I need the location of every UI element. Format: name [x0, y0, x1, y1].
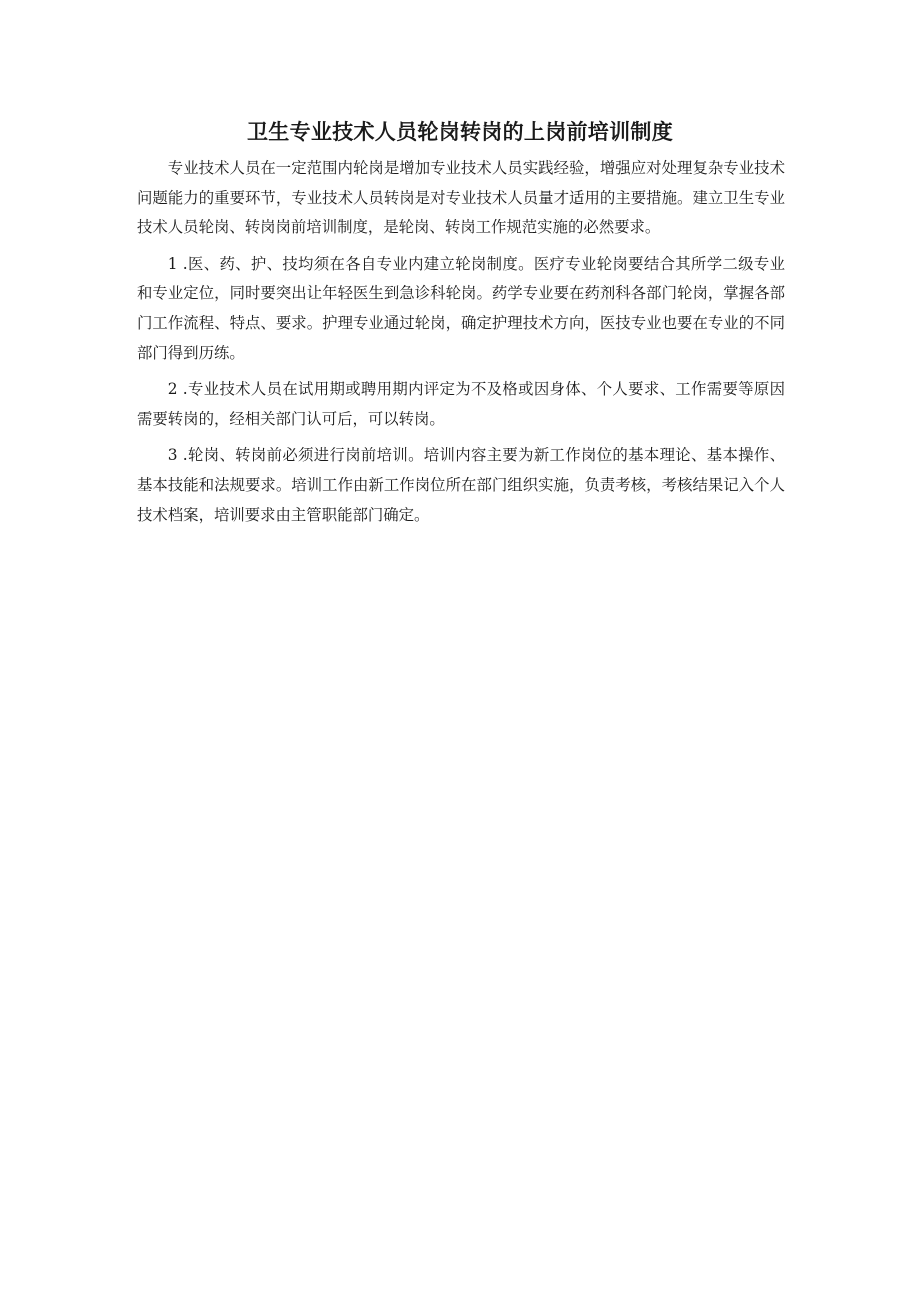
paragraph-item-2: 2 .专业技术人员在试用期或聘用期内评定为不及格或因身体、个人要求、工作需要等原因需要转岗的，经相关部门认可后，可以转岗。	[137, 380, 785, 428]
document-body	[137, 154, 785, 537]
paragraph-intro: 专业技术人员在一定范围内轮岗是增加专业技术人员实践经验，增强应对处理复杂专业技术问题能力的重要环节，专业技术人员转岗是对专业技术人员量才适用的主要措施。建立卫生专业技术人员轮岗、转岗岗前培训制度，是轮岗、转岗工作规范实施的必然要求。	[137, 159, 785, 237]
paragraph-item-3: 3 .轮岗、转岗前必须进行岗前培训。培训内容主要为新工作岗位的基本理论、基本操作、基本技能和法规要求。培训工作由新工作岗位所在部门组织实施，负责考核，考核结果记入个人技术档案，培训要求由主管职能部门确定。	[137, 446, 785, 524]
document-title: 卫生专业技术人员轮岗转岗的上岗前培训制度	[247, 120, 673, 144]
paragraph-item-1: 1 .医、药、护、技均须在各自专业内建立轮岗制度。医疗专业轮岗要结合其所学二级专业和专业定位，同时要突出让年轻医生到急诊科轮岗。药学专业要在药剂科各部门轮岗，掌握各部门工作流程、特点、要求。护理专业通过轮岗，确定护理技术方向，医技专业也要在专业的不同部门得到历练。	[137, 254, 785, 362]
